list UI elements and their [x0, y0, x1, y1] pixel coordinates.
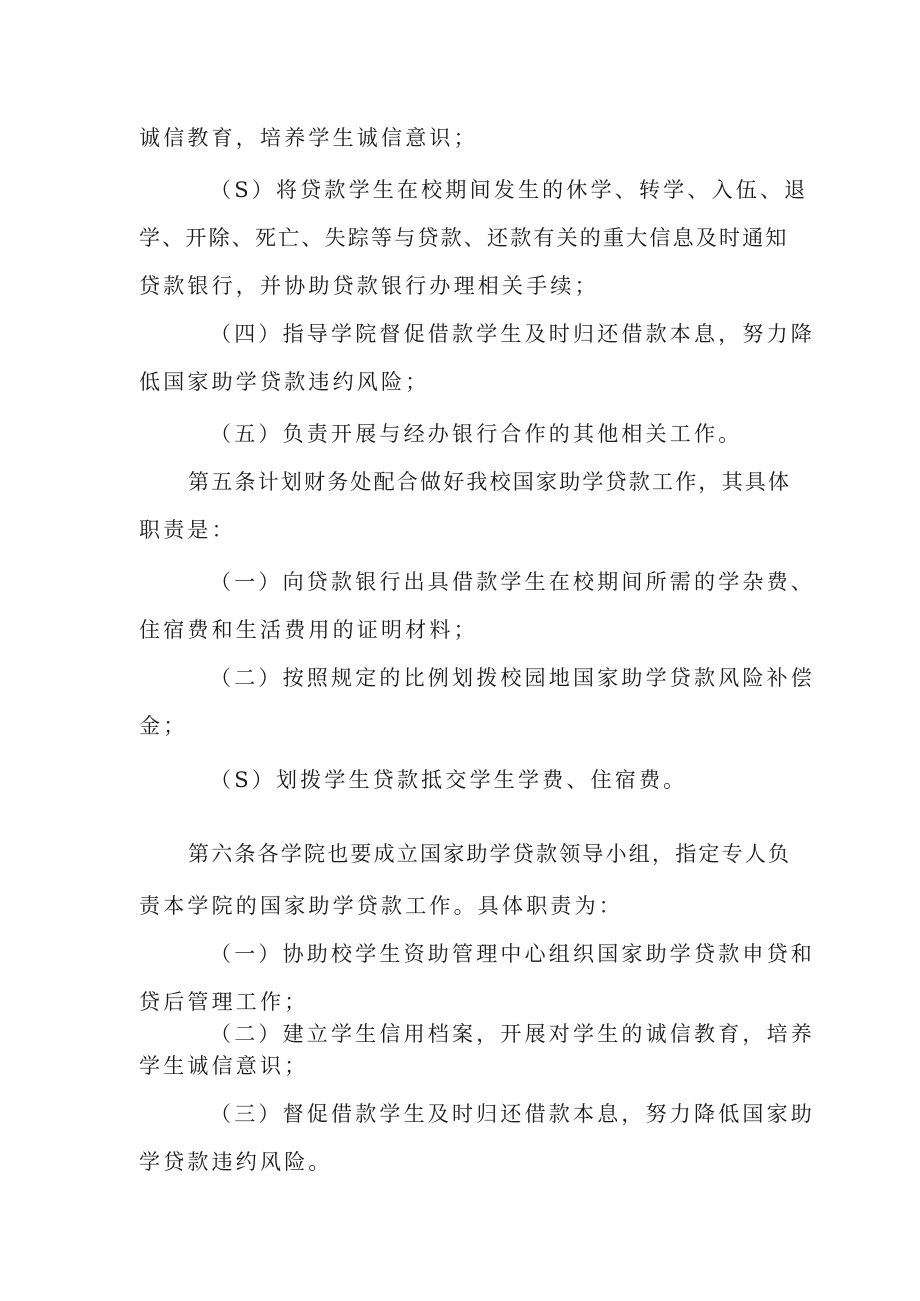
text-line: （四）指导学院督促借款学生及时归还借款本息，努力降	[210, 322, 815, 346]
text-line: （一）向贷款银行出具借款学生在校期间所需的学杂费、	[210, 570, 815, 594]
text-line: 低国家助学贷款违约风险；	[139, 370, 430, 394]
text-line: （S）划拨学生贷款抵交学生学费、住宿费。	[210, 768, 688, 792]
text-line: 第五条计划财务处配合做好我校国家助学贷款工作，其具体	[188, 470, 792, 494]
text-line: 贷后管理工作；	[139, 990, 309, 1014]
text-line: 责本学院的国家助学贷款工作。具体职责为：	[139, 894, 623, 918]
text-line: （S）将贷款学生在校期间发生的休学、转学、入伍、退	[210, 178, 809, 202]
text-line: 金；	[139, 714, 188, 738]
text-line: 诚信教育，培养学生诚信意识；	[139, 126, 478, 150]
text-line: （五）负责开展与经办银行合作的其他相关工作。	[210, 422, 743, 446]
text-line: 住宿费和生活费用的证明材料；	[139, 618, 478, 642]
text-line: 学、开除、死亡、失踪等与贷款、还款有关的重大信息及时通知	[139, 226, 789, 250]
text-line: 第六条各学院也要成立国家助学贷款领导小组，指定专人负	[188, 842, 792, 866]
text-line: 学贷款违约风险。	[139, 1150, 333, 1174]
text-line: （二）建立学生信用档案，开展对学生的诚信教育，培养	[210, 1022, 815, 1046]
text-line: （二）按照规定的比例划拨校园地国家助学贷款风险补偿	[210, 666, 815, 690]
text-line: （一）协助校学生资助管理中心组织国家助学贷款申贷和	[210, 942, 815, 966]
text-line: （三）督促借款学生及时归还借款本息，努力降低国家助	[210, 1102, 815, 1126]
text-line: 贷款银行，并协助贷款银行办理相关手续；	[139, 274, 599, 298]
text-line: 职责是：	[139, 518, 236, 542]
text-line: 学生诚信意识；	[139, 1054, 309, 1078]
